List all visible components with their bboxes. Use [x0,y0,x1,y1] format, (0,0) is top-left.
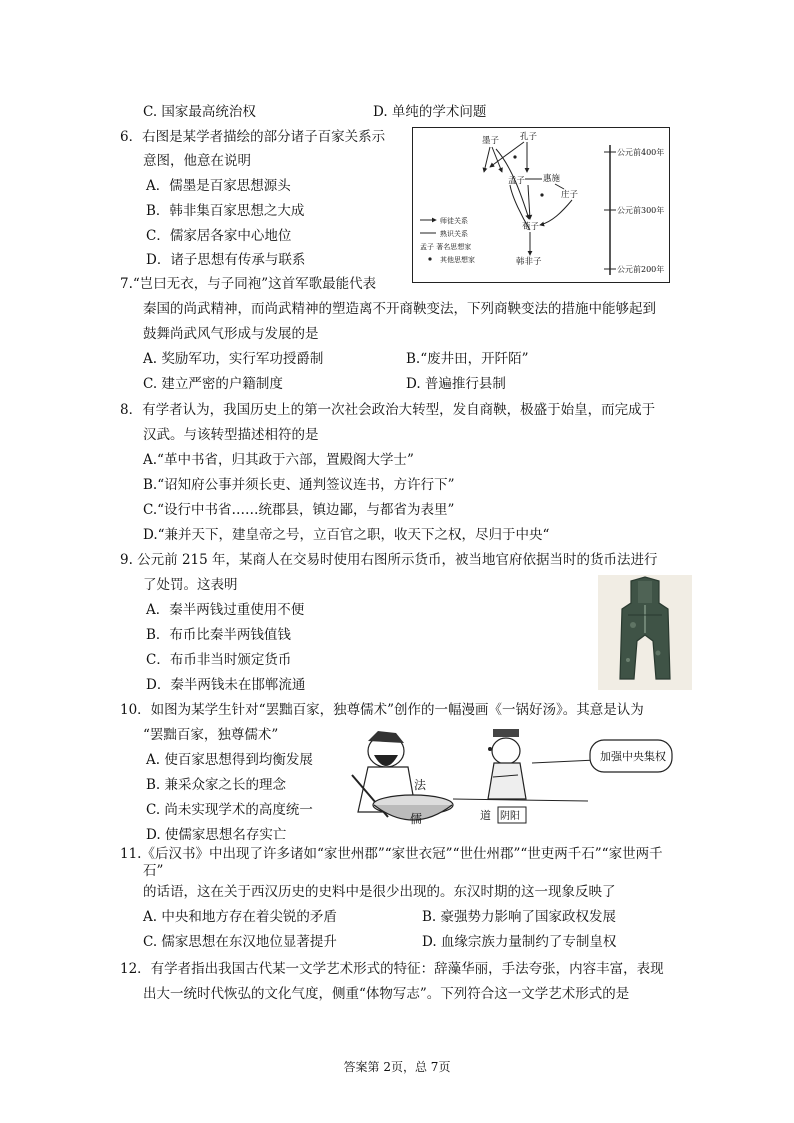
q8-stem-line1: 8．有学者认为，我国历史上的第一次社会政治大转型，发自商鞅，极盛于始皇，而完成于 [120,402,656,418]
q9-option-c: C．布币非当时颁定货币 [146,652,292,668]
q9-stem-line2: 了处罚。这表明 [143,577,238,593]
q8-stem-line2: 汉武。与该转型描述相符的是 [143,427,319,443]
timeline-300bc: 公元前300年 [617,206,665,215]
q8-option-d: D.“兼并天下，建皇帝之号，立百官之职，收天下之权，尽归于中央“ [143,527,550,543]
q8-option-a: A.“革中书省，归其政于六部，置殿阁大学士” [143,452,414,468]
q9-stem-line1: 9. 公元前 215 年，某商人在交易时使用右图所示货币，被当地官府依据当时的货币法进行 [120,552,658,568]
legend-teacher-relation: 师徒关系 [440,217,468,225]
q11-stem-line3: 的话语，这在关于西汉历史的史料中是很少出现的。东汉时期的这一现象反映了 [143,884,616,900]
cartoon-label-ru: 儒 [410,812,423,826]
q8-option-b: B.“诏知府公事并须长吏、通判签议连书，方许行下” [143,477,455,493]
q12-stem-line2: 出大一统时代恢弘的文化气度，侧重“体物写志”。下列符合这一文学艺术形式的是 [143,986,630,1002]
legend-famous-thinker: 孟子 著名思想家 [420,243,472,251]
q10-option-a: A. 使百家思想得到均衡发展 [146,752,313,768]
node-xunzi: 荀子 [522,222,540,232]
q10-stem-line2: “罢黜百家，独尊儒术” [143,727,279,743]
q9-option-d: D．秦半两钱未在邯郸流通 [146,677,306,693]
node-huishi: 惠施 [543,174,561,184]
q7-option-d: D. 普遍推行县制 [406,376,506,392]
q11-option-b: B. 豪强势力影响了国家政权发展 [422,909,617,925]
node-kongzi: 孔子 [520,132,538,142]
philosophers-relationship-diagram [412,127,670,283]
q9-option-a: A．秦半两钱过重使用不便 [146,602,305,618]
q6-stem-line2: 意图，他意在说明 [143,153,251,169]
q5-option-d: D. 单纯的学术问题 [373,104,487,120]
page-footer: 答案第 2页，总 7页 [343,1060,451,1074]
q7-option-a: A. 奖励军功，实行军功授爵制 [143,351,324,367]
q11-stem-line2: 石” [143,863,164,879]
timeline-400bc: 公元前400年 [617,148,665,157]
q6-option-b: B．韩非集百家思想之大成 [146,203,305,219]
cartoon-label-fa: 法 [414,778,427,792]
q11-stem-line1: 11.《后汉书》中出现了许多诸如“家世州郡”“家世衣冠”“世仕州郡”“世吏两千石”“家世两千 [120,846,663,862]
q7-stem-line3: 鼓舞尚武风气形成与发展的是 [143,326,319,342]
q11-option-a: A. 中央和地方存在着尖锐的矛盾 [143,909,337,925]
q10-option-d: D. 使儒家思想名存实亡 [146,827,287,843]
q6-option-d: D．诸子思想有传承与联系 [146,252,306,268]
speech-bubble-text: 加强中央集权 [600,750,666,763]
q12-stem-line1: 12．有学者指出我国古代某一文学艺术形式的特征：辞藻华丽，手法夸张，内容丰富，表现 [120,961,664,977]
node-hanfeizi: 韩非子 [516,257,542,267]
legend-other-thinker: 其他思想家 [440,256,475,264]
node-zhuangzi: 庄子 [561,190,579,200]
cartoon-label-dao: 道 [480,809,491,822]
q7-option-c: C. 建立严密的户籍制度 [143,376,283,392]
q6-option-a: A．儒墨是百家思想源头 [146,178,291,194]
cartoon-good-soup [338,727,678,837]
q7-stem-line1: 7.“岂曰无衣，与子同袍”这首军歌最能代表 [120,276,377,292]
q9-option-b: B．布币比秦半两钱值钱 [146,627,291,643]
q10-option-b: B. 兼采众家之长的理念 [146,777,287,793]
q6-stem-line1: 6．右图是某学者描绘的部分诸子百家关系示 [120,129,386,145]
q7-stem-line2: 秦国的尚武精神，而尚武精神的塑造离不开商鞅变法，下列商鞅变法的措施中能够起到 [143,301,656,317]
node-mozi: 墨子 [482,136,500,146]
q8-option-c: C.“设行中书省……统郡县，镇边鄙，与都省为表里” [143,502,455,518]
cartoon-label-yinyang: 阴阳 [500,811,520,822]
q6-option-c: C．儒家居各家中心地位 [146,228,292,244]
spade-coin-image [598,575,692,690]
q5-option-c: C. 国家最高统治权 [143,104,256,120]
q11-option-c: C. 儒家思想在东汉地位显著提升 [143,934,337,950]
legend-known-relation: 熟识关系 [440,230,468,238]
node-mengzi: 孟子 [508,176,526,186]
q10-stem-line1: 10．如图为某学生针对“罢黜百家，独尊儒术”创作的一幅漫画《一锅好汤》。其意是认为 [120,702,644,718]
timeline-200bc: 公元前200年 [617,265,665,274]
q7-option-b: B.“废井田，开阡陌” [406,351,529,367]
q11-option-d: D. 血缘宗族力量制约了专制皇权 [422,934,617,950]
q10-option-c: C. 尚未实现学术的高度统一 [146,802,313,818]
